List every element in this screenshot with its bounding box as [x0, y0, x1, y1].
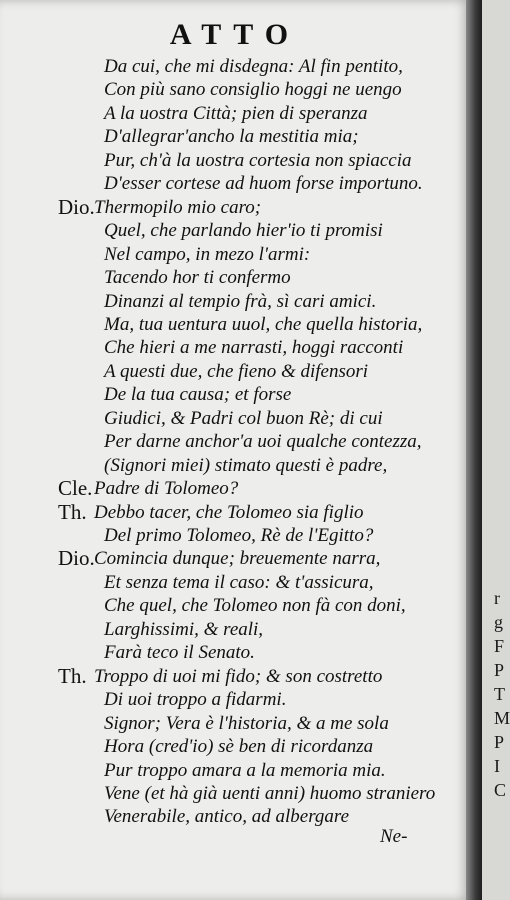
- speaker-label: Dio.: [58, 194, 95, 219]
- catchword: Ne-: [380, 826, 408, 847]
- verse-line: Farà teco il Senato.: [104, 642, 255, 664]
- verse-line: Giudici, & Padri col buon Rè; di cui: [104, 407, 383, 429]
- verse-line: (Signori miei) stimato questi è padre,: [104, 454, 388, 476]
- speaker-label: Th.: [58, 499, 87, 524]
- verse-line: Et senza tema il caso: & t'assicura,: [104, 571, 374, 593]
- verse-line: Vene (et hà già uenti anni) huomo straniero: [104, 782, 436, 804]
- facing-page-letter: I: [494, 756, 500, 776]
- verse-line: Che hieri a me narrasti, hoggi racconti: [104, 337, 404, 359]
- facing-page-letter: g: [494, 612, 503, 632]
- running-head: ATTO: [169, 18, 301, 51]
- speaker-label: Cle.: [58, 476, 93, 501]
- verse-line: Tacendo hor ti confermo: [104, 267, 291, 289]
- verse-line: D'allegrar'ancho la mestitia mia;: [104, 126, 359, 148]
- verse-line: Ma, tua uentura uuol, che quella historia,: [104, 313, 423, 335]
- verse-line: Di uoi troppo a fidarmi.: [104, 689, 287, 711]
- verse-line: A la uostra Città; pien di speranza: [104, 102, 368, 124]
- verse-line: Pur, ch'à la uostra cortesia non spiaccia: [104, 149, 412, 171]
- verse-line: Da cui, che mi disdegna: Al fin pentito,: [104, 56, 403, 77]
- verse-line: A questi due, che fieno & difensori: [104, 360, 369, 382]
- verse-line: De la tua causa; et forse: [104, 384, 292, 406]
- verse-line: Pur troppo amara a la memoria mia.: [104, 759, 386, 781]
- verse-line: Troppo di uoi mi fido; & son costretto: [94, 665, 383, 687]
- verse-line: Del primo Tolomeo, Rè de l'Egitto?: [104, 525, 374, 546]
- verse-line: Per darne anchor'a uoi qualche contezza,: [104, 431, 422, 453]
- facing-page-letter: F: [494, 636, 505, 656]
- speaker-label: Th.: [58, 663, 87, 688]
- verse-line: Signor; Vera è l'historia, & a me sola: [104, 712, 389, 734]
- verse-line: Hora (cred'io) sè ben di ricordanza: [104, 736, 374, 758]
- facing-page-letter: C: [494, 780, 507, 800]
- verse-line: Comincia dunque; breuemente narra,: [94, 548, 381, 570]
- verse-line: Quel, che parlando hier'io ti promisi: [104, 220, 383, 242]
- verse-line: Venerabile, antico, ad albergare: [104, 806, 350, 828]
- verse-line: Padre di Tolomeo?: [94, 478, 239, 500]
- verse-line: Nel campo, in mezo l'armi:: [104, 243, 311, 265]
- verse-line: D'esser cortese ad huom forse importuno.: [104, 173, 423, 195]
- facing-page-letter: T: [494, 684, 505, 704]
- verse-line: Con più sano consiglio hoggi ne uengo: [104, 79, 402, 101]
- facing-page-letter: M: [494, 708, 510, 728]
- facing-page-letter: P: [494, 660, 505, 680]
- book-gutter: [466, 0, 482, 900]
- facing-page-edge: [482, 0, 510, 900]
- facing-page-letter: P: [494, 732, 505, 752]
- facing-page-letter: r: [494, 588, 500, 608]
- verse-line: Dinanzi al tempio frà, sì cari amici.: [104, 290, 377, 312]
- verse-line: Thermopilo mio caro;: [94, 196, 262, 218]
- verse-line: Che quel, che Tolomeo non fà con doni,: [104, 595, 406, 617]
- speaker-label: Dio.: [58, 546, 95, 571]
- verse-line: Larghissimi, & reali,: [104, 618, 264, 640]
- verse-line: Debbo tacer, che Tolomeo sia figlio: [94, 501, 364, 523]
